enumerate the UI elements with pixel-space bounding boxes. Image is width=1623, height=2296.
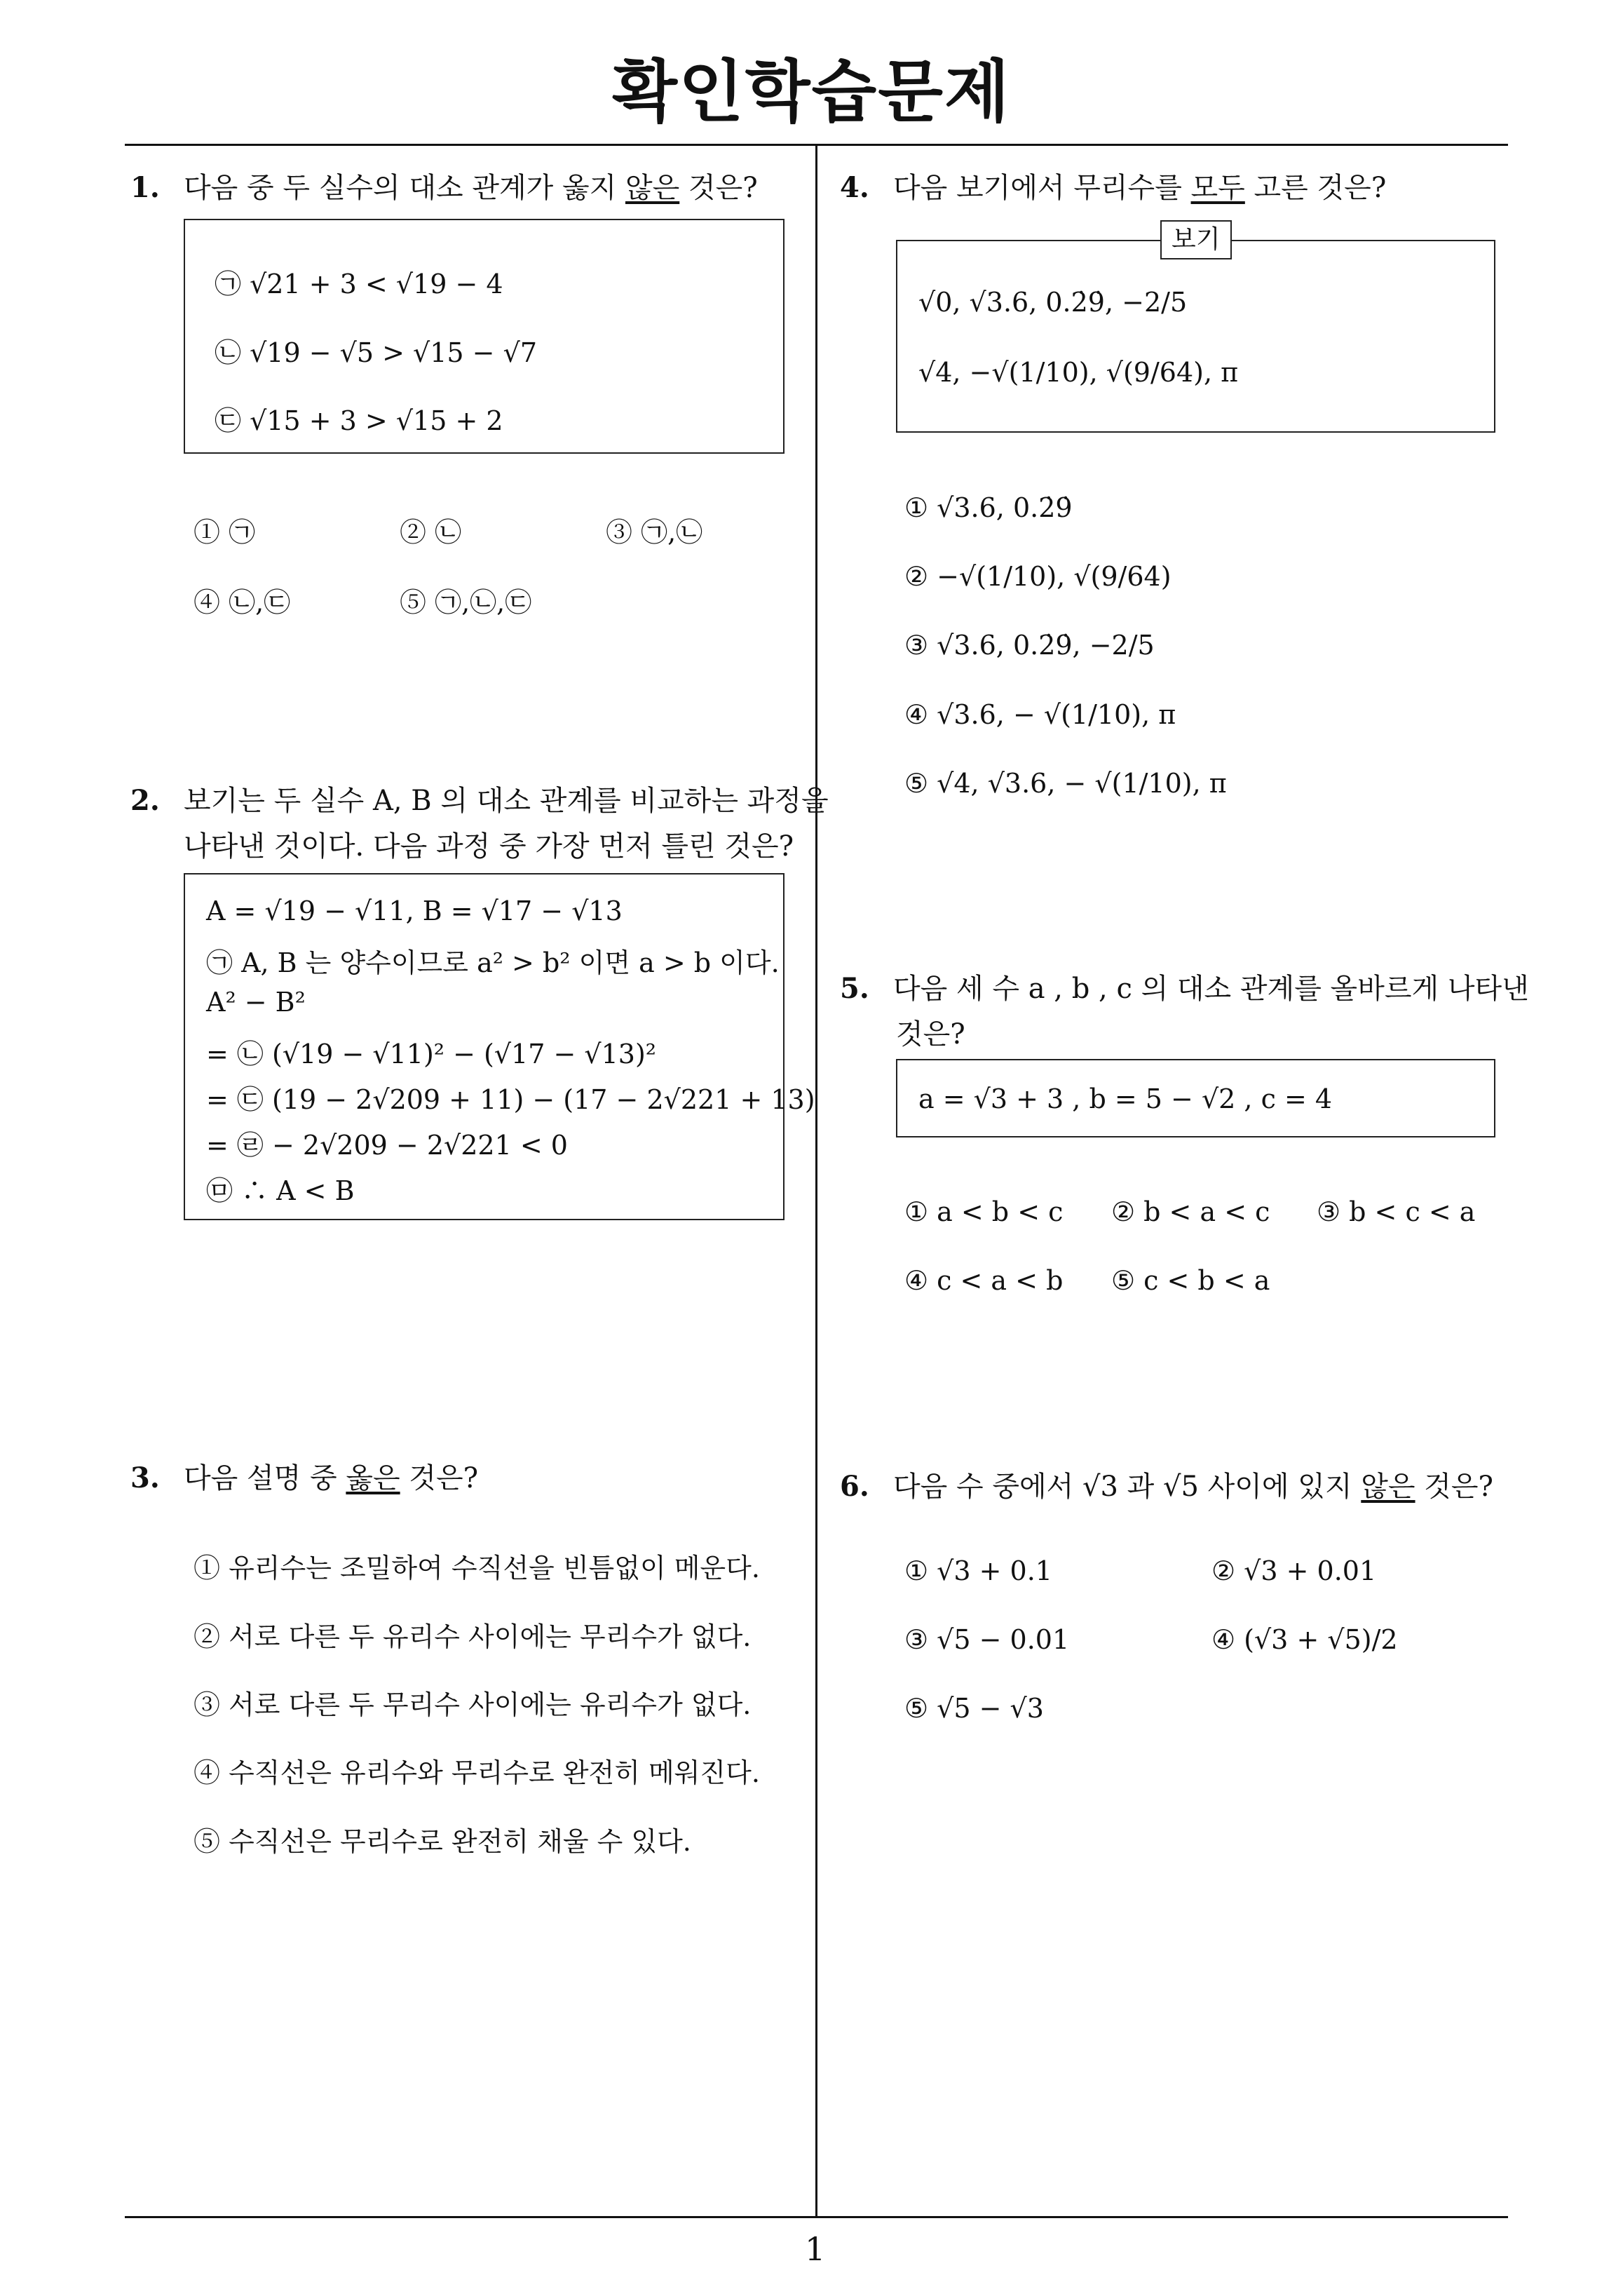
bottom-rule — [125, 2216, 1508, 2218]
question-3 — [130, 1456, 478, 1496]
q4-choice-3[interactable]: ③ √3.6, 0.2̇9̇, −2/5 — [904, 630, 1155, 661]
question-text-end: 고른 것은? — [1244, 172, 1387, 204]
q4-example-row-1: √0, √3.6, 0.2̇9̇, −2/5 — [918, 287, 1188, 318]
q4-choice-1[interactable]: ① √3.6, 0.2̇9̇ — [904, 492, 1073, 523]
page-number: 1 — [805, 2230, 826, 2268]
question-number: 6. — [840, 1470, 869, 1503]
q6-choice-1[interactable]: ① √3 + 0.1 — [904, 1555, 1052, 1586]
question-emphasis: 모두 — [1190, 172, 1245, 204]
q4-choice-5[interactable]: ⑤ √4, √3.6, − √(1/10), π — [904, 768, 1227, 799]
column-divider — [815, 144, 817, 2218]
q6-choice-5[interactable]: ⑤ √5 − √3 — [904, 1693, 1044, 1724]
q2-step-c: = ㉢ (19 − 2√209 + 11) − (17 − 2√221 + 13) — [206, 1084, 815, 1115]
question-number: 5. — [840, 972, 869, 1005]
q2-step-definition: A = √19 − √11, B = √17 − √13 — [206, 896, 623, 926]
q4-example-row-2: √4, −√(1/10), √(9/64), π — [918, 357, 1239, 388]
q6-choice-4[interactable]: ④ (√3 + √5)/2 — [1211, 1624, 1398, 1655]
question-emphasis: 않은 — [625, 172, 680, 204]
question-text: 다음 설명 중 — [184, 1462, 346, 1494]
q6-choice-3[interactable]: ③ √5 − 0.01 — [904, 1624, 1070, 1655]
q1-statement-b: ㉡ √19 − √5 > √15 − √7 — [215, 337, 537, 368]
question-6 — [840, 1464, 1493, 1504]
q3-choice-2[interactable]: ② 서로 다른 두 유리수 사이에는 무리수가 없다. — [193, 1621, 752, 1652]
q1-choice-3[interactable]: ③ ㉠,㉡ — [606, 517, 703, 548]
q5-choice-3[interactable]: ③ b < c < a — [1317, 1196, 1476, 1227]
q5-choice-4[interactable]: ④ c < a < b — [904, 1265, 1064, 1296]
q2-process-box — [184, 873, 815, 1220]
q1-condition-box — [184, 219, 785, 454]
q5-choice-2[interactable]: ② b < a < c — [1111, 1196, 1270, 1227]
question-text: 다음 보기에서 무리수를 — [893, 172, 1191, 204]
q3-choice-3[interactable]: ③ 서로 다른 두 무리수 사이에는 유리수가 없다. — [193, 1689, 752, 1720]
question-2 — [130, 778, 829, 818]
q4-choice-2[interactable]: ② −√(1/10), √(9/64) — [904, 561, 1172, 592]
q2-step-d: = ㉣ − 2√209 − 2√221 < 0 — [206, 1130, 568, 1161]
q2-step-b: = ㉡ (√19 − √11)² − (√17 − √13)² — [206, 1039, 657, 1069]
q1-choice-2[interactable]: ② ㉡ — [400, 517, 462, 548]
question-number: 2. — [130, 784, 160, 817]
question-text-end: 것은? — [400, 1462, 479, 1494]
question-text-end: 것은? — [679, 172, 758, 204]
q4-choice-4[interactable]: ④ √3.6, − √(1/10), π — [904, 699, 1176, 730]
question-text: 보기는 두 실수 A, B 의 대소 관계를 비교하는 과정을 — [184, 785, 829, 817]
q2-step-a: ㉠ A, B 는 양수이므로 a² > b² 이면 a > b 이다. — [206, 947, 780, 978]
q3-choice-5[interactable]: ⑤ 수직선은 무리수로 완전히 채울 수 있다. — [193, 1826, 691, 1857]
q1-choice-1[interactable]: ① ㉠ — [193, 517, 256, 548]
question-emphasis: 않은 — [1361, 1471, 1415, 1503]
question-text: 다음 세 수 a , b , c 의 대소 관계를 올바르게 나타낸 — [893, 973, 1529, 1005]
q5-values: a = √3 + 3 , b = 5 − √2 , c = 4 — [918, 1083, 1333, 1114]
q1-choice-5[interactable]: ⑤ ㉠,㉡,㉢ — [400, 587, 532, 618]
question-5-line-2: 것은? — [896, 1018, 965, 1051]
q5-choice-5[interactable]: ⑤ c < b < a — [1111, 1265, 1270, 1296]
question-2-line-2: 나타낸 것이다. 다음 과정 중 가장 먼저 틀린 것은? — [184, 830, 794, 863]
q5-values-box — [896, 1059, 1495, 1137]
q4-example-label: 보기 — [1160, 220, 1232, 259]
question-text: 다음 중 두 실수의 대소 관계가 옳지 — [184, 172, 625, 204]
q2-step-e: ㉤ ∴ A < B — [206, 1175, 355, 1206]
question-text-end: 것은? — [1415, 1471, 1494, 1503]
question-number: 3. — [130, 1461, 160, 1494]
q6-choice-2[interactable]: ② √3 + 0.01 — [1211, 1555, 1377, 1586]
question-1 — [130, 166, 758, 205]
question-emphasis: 옳은 — [346, 1462, 400, 1494]
question-text: 다음 수 중에서 √3 과 √5 사이에 있지 — [893, 1471, 1361, 1503]
q2-step-expression: A² − B² — [206, 987, 306, 1018]
question-number: 4. — [840, 171, 869, 204]
q3-choice-4[interactable]: ④ 수직선은 유리수와 무리수로 완전히 메워진다. — [193, 1757, 760, 1788]
q1-statement-a: ㉠ √21 + 3 < √19 − 4 — [215, 269, 503, 299]
q1-statement-c: ㉢ √15 + 3 > √15 + 2 — [215, 405, 503, 436]
q1-choice-4[interactable]: ④ ㉡,㉢ — [193, 587, 291, 618]
page-title: 확인학습문제 — [612, 53, 1011, 131]
question-4 — [840, 166, 1386, 205]
q5-choice-1[interactable]: ① a < b < c — [904, 1196, 1064, 1227]
question-5 — [840, 966, 1529, 1006]
q4-example-box — [896, 240, 1495, 433]
question-number: 1. — [130, 171, 160, 204]
q3-choice-1[interactable]: ① 유리수는 조밀하여 수직선을 빈틈없이 메운다. — [193, 1553, 760, 1583]
